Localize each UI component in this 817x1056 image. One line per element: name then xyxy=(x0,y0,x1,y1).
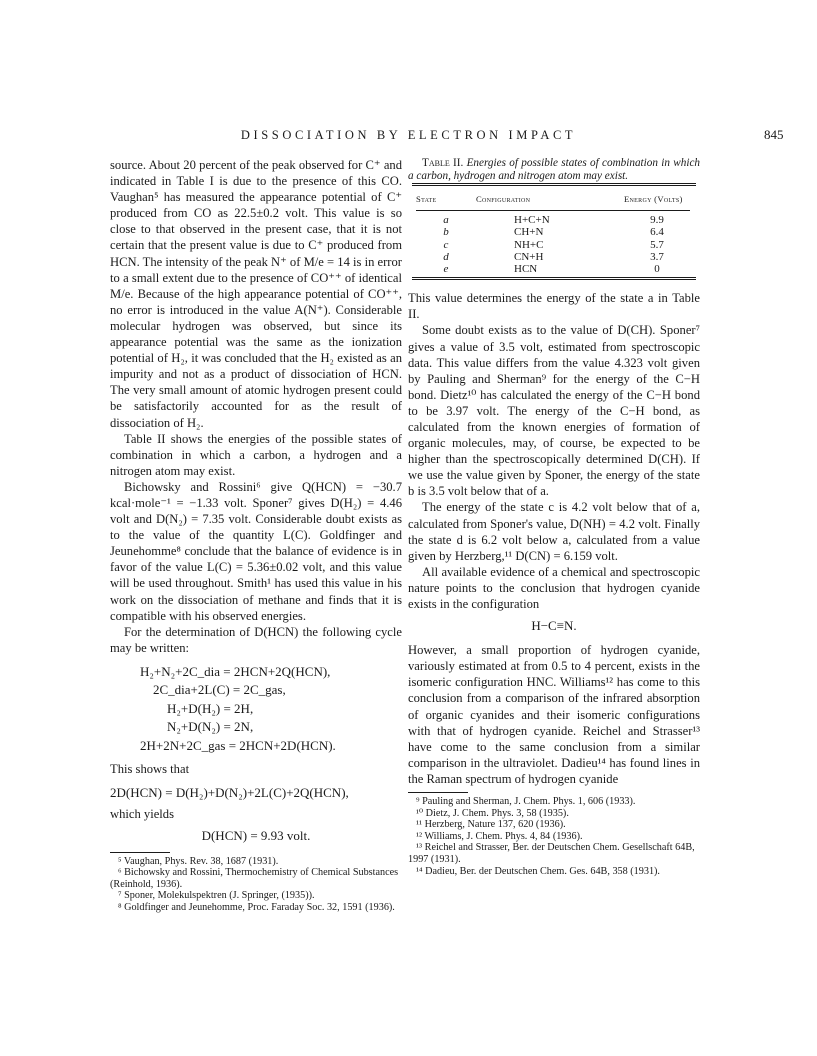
footnote-7: ⁷ Sponer, Molekulspektren (J. Springer, (1935)). xyxy=(118,890,315,902)
page-number: 845 xyxy=(764,127,784,142)
table-caption-text: Energies of possible states of combination in which a carbon, hydrogen and nitrogen atom may exist. xyxy=(408,157,701,182)
footnote-10: ¹⁰ Dietz, J. Chem. Phys. 3, 58 (1935). xyxy=(416,807,569,819)
right-footnotes xyxy=(408,796,700,877)
state-cell: c xyxy=(443,238,449,251)
cycle-line-3: H₂+D(H₂) = 2H, xyxy=(167,700,254,716)
footnote-8: ⁸ Goldfinger and Jeunehomme, Proc. Faraday Soc. 32, 1591 (1936). xyxy=(118,902,395,914)
left-paragraph-1: source. About 20 percent of the peak observed for C⁺ and indicated in Table I is due to the presence of this CO. Vaughan⁵ has measured the appearance potential of C⁺ produced from CO as 22.5±0.2 volt. This value is so close to that observed in the present case, that it is not certain that the present value is due to C⁺ produced from HCN. The intensity of the peak N⁺ of M/e = 14 is in error to a small extent due to the presence of CO⁺⁺ of identical M/e. Because of the high appearance potential of CO⁺⁺, no error is introduced in the value A(N⁺). Considerable molecular hydrogen was observed, but since its appearance potential was the same as the ionization potential of H₂, it was concluded that the H₂ existed as an impurity and not as a product of dissociation of HCN. The very small amount of atomic hydrogen present could be satisfactorily accounted for as the result of dissociation of H₂. xyxy=(110,158,402,430)
state-cell: d xyxy=(443,250,449,263)
configuration-cell: CN+H xyxy=(514,250,544,263)
shows-that-text: This shows that xyxy=(110,762,190,777)
table-header-rule xyxy=(416,210,690,211)
table-row xyxy=(416,263,690,275)
energy-table xyxy=(416,189,690,275)
table-ii xyxy=(408,157,700,280)
column-header-state: State xyxy=(416,194,437,204)
left-paragraph-4: For the determination of D(HCN) the following cycle may be written: xyxy=(110,624,402,655)
result-equation: D(HCN) = 9.93 volt. xyxy=(201,827,311,843)
configuration-cell: CH+N xyxy=(514,226,544,239)
footnote-rule xyxy=(110,852,170,853)
table-header-row xyxy=(416,189,690,210)
energy-cell: 6.4 xyxy=(650,226,664,239)
hcn-structure: H−C≡N. xyxy=(531,618,577,634)
table-row xyxy=(416,239,690,251)
cycle-line-4: N₂+D(N₂) = 2N, xyxy=(167,719,254,735)
thermochemical-cycle xyxy=(110,663,402,756)
footnote-12: ¹² Williams, J. Chem. Phys. 4, 84 (1936). xyxy=(416,830,583,842)
footnote-rule xyxy=(408,792,468,793)
footnote-6: ⁶ Bichowsky and Rossini, Thermochemistry of Chemical Substances (Reinhold, 1936). xyxy=(110,867,399,890)
footnote-5: ⁵ Vaughan, Phys. Rev. 38, 1687 (1931). xyxy=(118,855,279,867)
footnote-14: ¹⁴ Dadieu, Ber. der Deutschen Chem. Ges. 64B, 358 (1931). xyxy=(416,865,660,877)
energy-cell: 5.7 xyxy=(650,238,664,251)
right-paragraph-1: This value determines the energy of the state a in Table II. xyxy=(408,291,700,322)
left-paragraph-3: Bichowsky and Rossini⁶ give Q(HCN) = −30.7 kcal·mole⁻¹ = −1.33 volt. Sponer⁷ gives D(H₂) = 4.46 volt and D(N₂) = 7.35 volt. Considerable doubt exists as to the value of the quantity L(C). Goldfinger and Jeunehomme⁸ conclude that the balance of evidence is in favor of the value L(C) = 5.36±0.02 volt, and this value will be used throughout. Smith¹ has used this value in his work on the dissociation of methane and finds that it is compatible with his observed energies. xyxy=(110,479,402,623)
running-title: DISSOCIATION BY ELECTRON IMPACT xyxy=(240,128,577,142)
footnote-13: ¹³ Reichel and Strasser, Ber. der Deutschen Chem. Gesellschaft 64B, 1997 (1931). xyxy=(408,842,695,865)
table-row xyxy=(416,226,690,238)
state-cell: a xyxy=(443,214,449,227)
configuration-cell: HCN xyxy=(514,263,538,276)
energy-cell: 9.9 xyxy=(650,214,664,227)
table-row xyxy=(416,251,690,263)
right-paragraph-5: However, a small proportion of hydrogen cyanide, variously estimated at from 0.5 to 4 percent, exists in the isomeric configuration HNC. Williams¹² has come to this conclusion from a comparison of the infrared absorption of organic cyanides and their isomeric configurations with that of hydrogen cyanide. Reichel and Strasser¹³ have come to the same conclusion from a similar comparison in the ultraviolet. Dadieu¹⁴ has found lines in the Raman spectrum of hydrogen cyanide xyxy=(408,643,700,786)
right-paragraph-2: Some doubt exists as to the value of D(CH). Sponer⁷ gives a value of 3.5 volt, estimated from spectroscopic data. This value differs from the value 4.323 volt given by Pauling and Sherman⁹ for the energy of the C−H bond. Dietz¹⁰ has calculated the energy of the C−H bond to be 3.97 volt. The energy of the C−H bond, as calculated from the known energies of formation of organic molecules, may, of course, be expected to be higher than the spectroscopically determined D(CH). If we use the value given by Sponer, the energy of the state b is 3.5 volt below that of a. xyxy=(408,323,700,499)
state-cell: b xyxy=(443,226,449,239)
left-footnotes xyxy=(110,856,402,914)
configuration-cell: NH+C xyxy=(514,238,544,251)
energy-cell: 0 xyxy=(654,263,660,276)
table-top-rule xyxy=(412,183,696,186)
cycle-line-5: 2H+2N+2C_gas = 2HCN+2D(HCN). xyxy=(140,737,336,753)
footnote-9: ⁹ Pauling and Sherman, J. Chem. Phys. 1, 606 (1933). xyxy=(416,796,636,808)
left-paragraph-2: Table II shows the energies of the possible states of combination in which a carbon, a hydrogen and a nitrogen atom may exist. xyxy=(110,431,402,478)
table-caption xyxy=(408,157,700,183)
sum-equation: 2D(HCN) = D(H₂)+D(N₂)+2L(C)+2Q(HCN), xyxy=(110,784,349,800)
column-header-configuration: Configuration xyxy=(476,194,531,204)
left-column xyxy=(110,157,402,914)
footnote-11: ¹¹ Herzberg, Nature 137, 620 (1936). xyxy=(416,819,566,831)
right-paragraph-4: All available evidence of a chemical and spectroscopic nature points to the conclusion that hydrogen cyanide exists in the configuration xyxy=(408,564,700,611)
energy-cell: 3.7 xyxy=(650,250,664,263)
table-label: Table II. xyxy=(422,157,464,169)
table-bottom-rule xyxy=(412,277,696,280)
which-yields-text: which yields xyxy=(110,806,175,821)
cycle-line-2: 2C_dia+2L(C) = 2C_gas, xyxy=(153,682,286,698)
configuration-cell: H+C+N xyxy=(514,214,550,227)
cycle-line-1: H₂+N₂+2C_dia = 2HCN+2Q(HCN), xyxy=(140,663,331,679)
right-column xyxy=(408,157,700,877)
state-cell: e xyxy=(443,263,449,276)
column-header-energy: Energy (Volts) xyxy=(624,194,683,204)
right-paragraph-3: The energy of the state c is 4.2 volt below that of a, calculated from Sponer's value, D(NH) = 4.2 volt. Finally the state d is 6.2 volt below a, calculated from a value given by Herzberg,¹¹ D(CN) = 6.159 volt. xyxy=(408,500,700,563)
table-row xyxy=(416,214,690,226)
